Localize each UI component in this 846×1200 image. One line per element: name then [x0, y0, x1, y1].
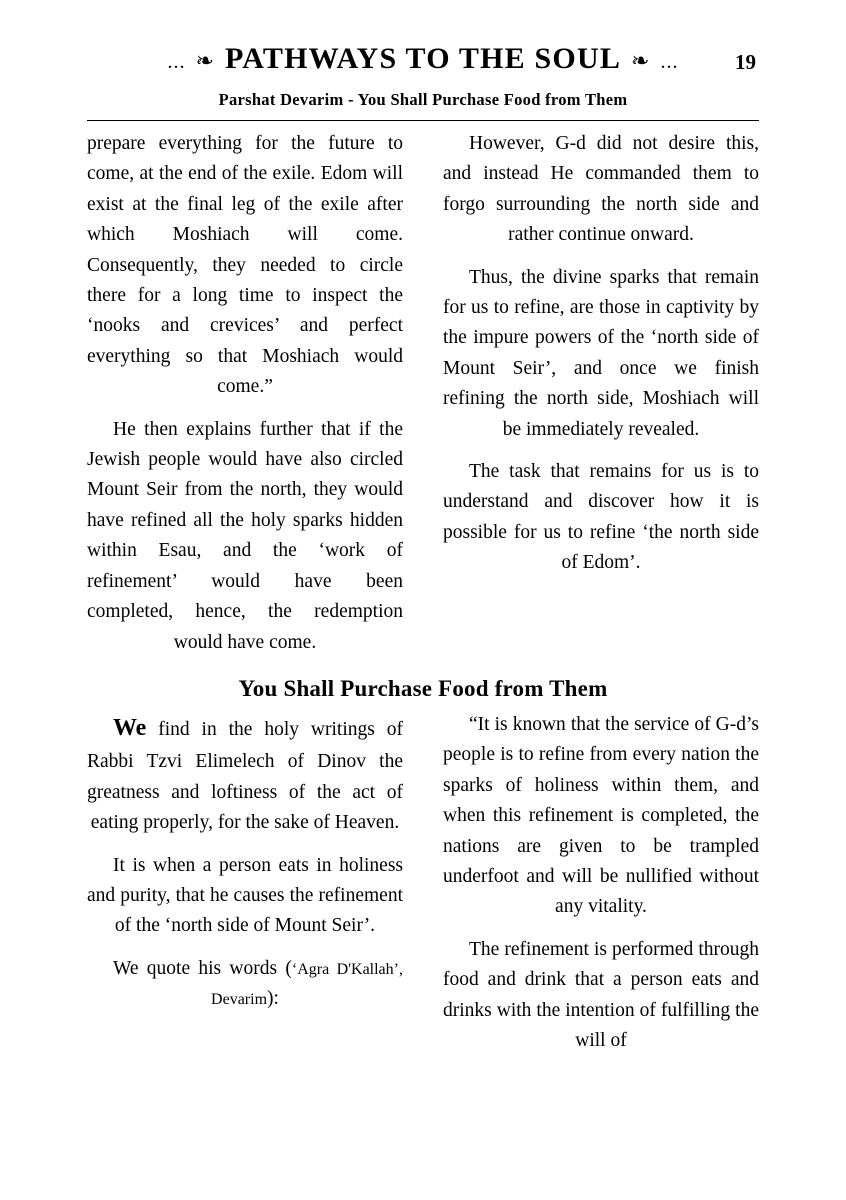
paragraph: It is when a person eats in holiness and purity, that he causes the refinement of the ‘north side of Mount Seir’. [87, 854, 403, 937]
paragraph: The refinement is performed through food and drink that a person eats and drinks with the intention of fulfilling the will of [443, 938, 759, 1051]
page-header [0, 0, 846, 121]
paragraph: The task that remains for us is to understand and discover how it is possible for us to refine ‘the north side of Edom’. [443, 461, 759, 574]
header-title-line [0, 42, 846, 76]
flourish-right-icon: ❧ [631, 49, 651, 74]
ornament-left-dots: ... [167, 51, 186, 73]
top-columns [87, 129, 759, 670]
paragraph: Thus, the divine sparks that remain for us to refine, are those in captivity by the impure powers of the ‘north side of Mount Seir’, and once we finish refining the north side, Moshiach will be immediately revealed. [443, 266, 759, 440]
section-heading: You Shall Purchase Food from Them [238, 675, 608, 701]
column-right-bottom [443, 710, 759, 1068]
column-left-bottom [87, 710, 403, 1068]
header-divider [87, 120, 759, 121]
running-subtitle: Parshat Devarim - You Shall Purchase Food from Them [218, 90, 628, 109]
paragraph: prepare everything for the future to come, at the end of the exile. Edom will exist at the final leg of the exile after which Moshiach will come. Consequently, they needed to circle there for a long time to inspect the ‘nooks and crevices’ and perfect everything so that Moshiach would come.” [87, 133, 403, 398]
paragraph-with-dropcap [87, 710, 403, 839]
paragraph-text: find in the holy writings of Rabbi Tzvi Elimelech of Dinov the greatness and loftiness of the act of eating properly, for the sake of Heaven. [87, 718, 403, 834]
page-number: 19 [735, 50, 756, 74]
citation-source: ‘Agra D'Kallah’, Devarim [211, 960, 403, 1009]
ornament-right-dots: ... [660, 51, 679, 73]
dropcap: We [113, 714, 147, 741]
paragraph: “It is known that the service of G-d’s people is to refine from every nation the sparks of holiness within them, and when this refinement is completed, the nations are given to be trampled underfoot and will be nullified without any vitality. [443, 713, 759, 918]
citation-lead: We quote his words ( [113, 957, 292, 979]
column-left-top [87, 129, 403, 670]
page-title: PATHWAYS TO THE SOUL [224, 42, 622, 75]
citation-end: ): [267, 988, 279, 1010]
bottom-columns [87, 710, 759, 1068]
paragraph-citation [87, 954, 403, 1015]
paragraph: However, G-d did not desire this, and instead He commanded them to forgo surrounding the north side and rather continue onward. [443, 133, 759, 246]
paragraph: He then explains further that if the Jewish people would have also circled Mount Seir from the north, they would have refined all the holy sparks hidden within Esau, and the ‘work of refinement’ would have been completed, hence, the redemption would have come. [87, 418, 403, 653]
flourish-left-icon: ❧ [195, 49, 215, 74]
column-right-top [443, 129, 759, 670]
